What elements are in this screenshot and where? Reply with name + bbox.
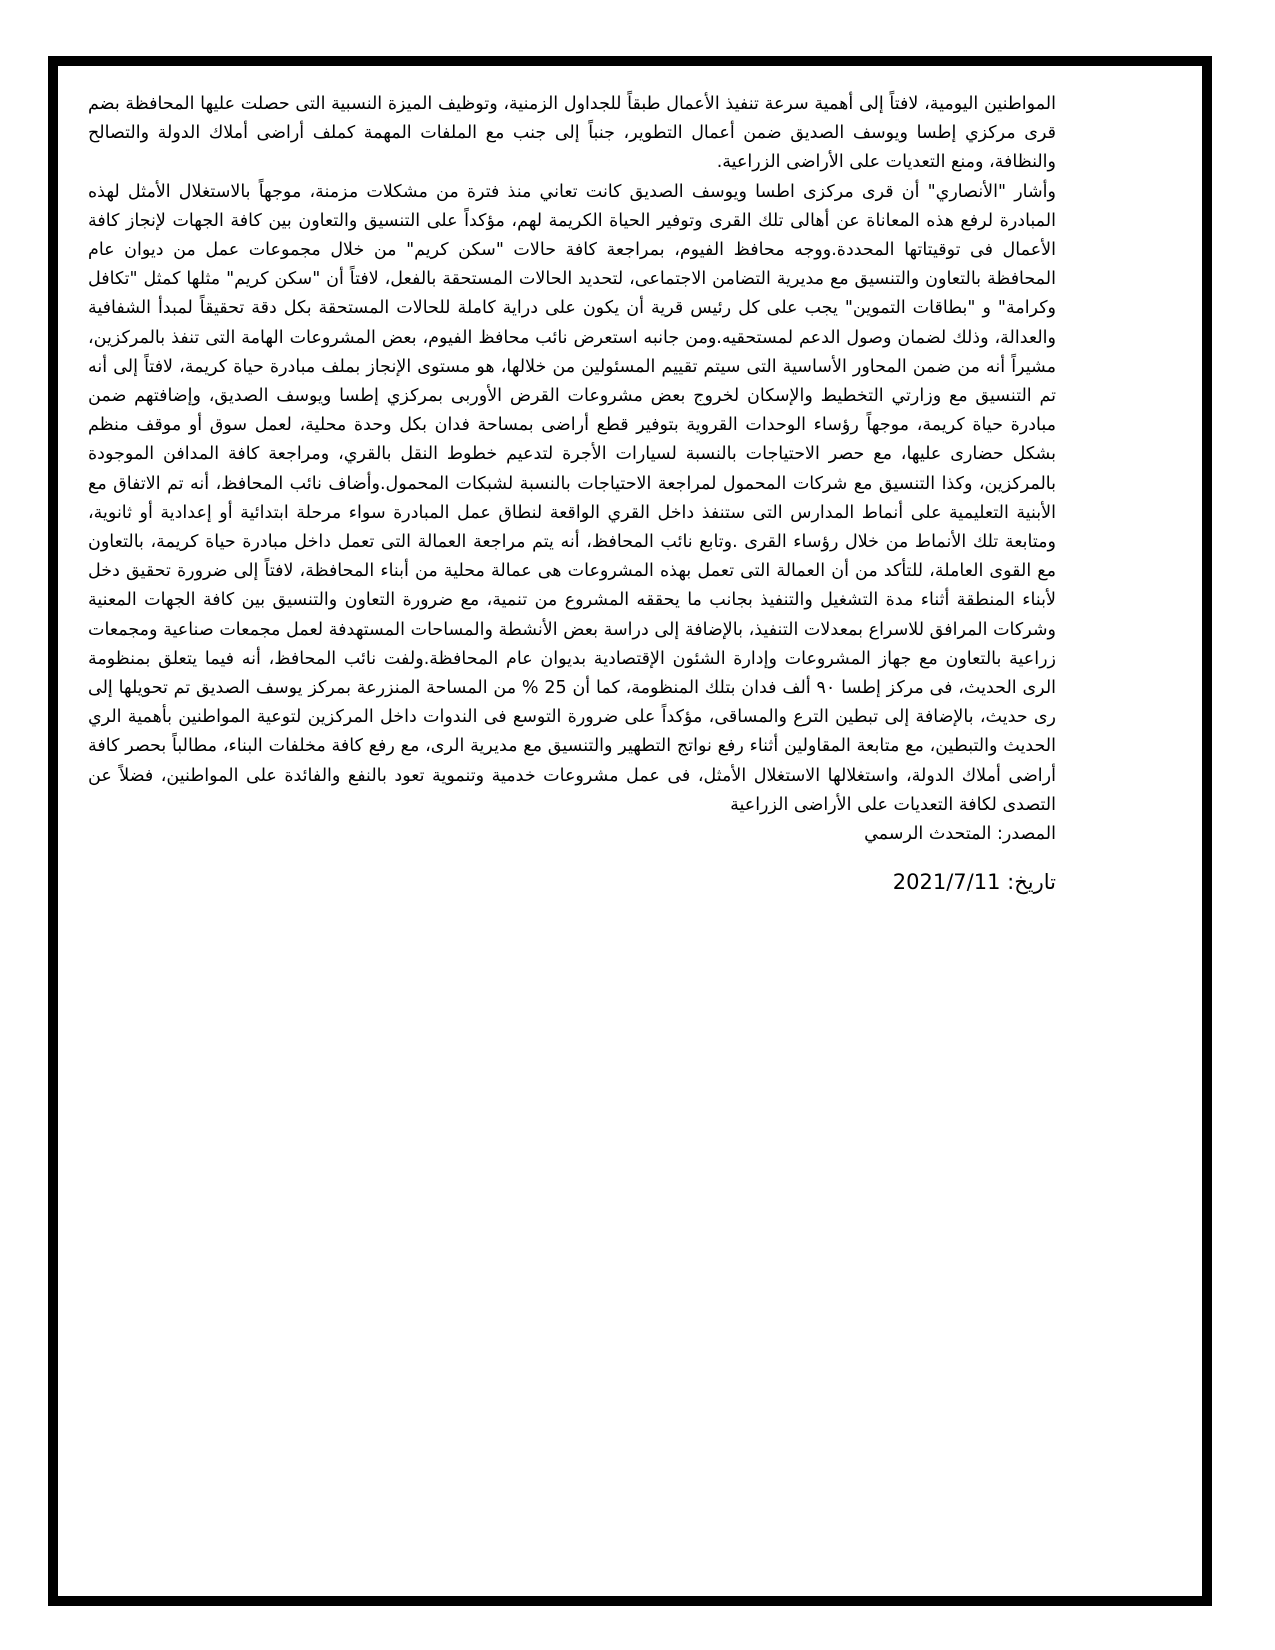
- article-paragraph-2: وأشار "الأنصاري" أن قرى مركزى اطسا ويوسف الصديق كانت تعاني منذ فترة من مشكلات مزمنة، موجهاً بالاستغلال الأمثل لهذه المبادرة لرفع هذه المعاناة عن أهالى تلك القرى وتوفير الحياة الكريمة لهم، مؤكداً على التنسيق والتعاون بين كافة الجهات لإنجاز كافة الأعمال فى توقيتاتها المحددة.ووجه محافظ الفيوم، بمراجعة كافة حالات "سكن كريم" من خلال مجموعات عمل من ديوان عام المحافظة بالتعاون والتنسيق مع مديرية التضامن الاجتماعى، لتحديد الحالات المستحقة بالفعل، لافتاً أن "سكن كريم" مثلها كمثل "تكافل وكرامة" و "بطاقات التموين" يجب على كل رئيس قرية أن يكون على دراية كاملة للحالات المستحقة بكل دقة تحقيقاً لمبدأ الشفافية والعدالة، وذلك لضمان وصول الدعم لمستحقيه.ومن جانبه استعرض نائب محافظ الفيوم، بعض المشروعات الهامة التى تنفذ بالمركزين، مشيراً أنه من ضمن المحاور الأساسية التى سيتم تقييم المسئولين من خلالها، هو مستوى الإنجاز بملف مبادرة حياة كريمة، لافتاً إلى أنه تم التنسيق مع وزارتي التخطيط والإسكان لخروج بعض مشروعات القرض الأوربى بمركزي إطسا ويوسف الصديق، وإضافتهم ضمن مبادرة حياة كريمة، موجهاً رؤساء الوحدات القروية بتوفير قطع أراضى بمساحة فدان بكل وحدة محلية، لعمل سوق أو موقف منظم بشكل حضارى عليها، مع حصر الاحتياجات بالنسبة لسيارات الأجرة لتدعيم خطوط النقل بالقري، ومراجعة كافة المدافن الموجودة بالمركزين، وكذا التنسيق مع شركات المحمول لمراجعة الاحتياجات بالنسبة لشبكات المحمول.وأضاف نائب المحافظ، أنه تم الاتفاق مع الأبنية التعليمية على أنماط المدارس التى ستنفذ داخل القري الواقعة لنطاق عمل المبادرة سواء مرحلة ابتدائية أو إعدادية أو ثانوية، ومتابعة تلك الأنماط من خلال رؤساء القرى .وتابع نائب المحافظ، أنه يتم مراجعة العمالة التى تعمل داخل مبادرة حياة كريمة، بالتعاون مع القوى العاملة، للتأكد من أن العمالة التى تعمل بهذه المشروعات هى عمالة محلية من أبناء المحافظة، لافتاً إلى ضرورة تحقيق دخل لأبناء المنطقة أثناء مدة التشغيل والتنفيذ بجانب ما يحققه المشروع من تنمية، مع ضرورة التعاون والتنسيق بين كافة الجهات المعنية وشركات المرافق للاسراع بمعدلات التنفيذ، بالإضافة إلى دراسة بعض الأنشطة والمساحات المستهدفة لعمل مجمعات صناعية ومجمعات زراعية بالتعاون مع جهاز المشروعات وإدارة الشئون الإقتصادية بديوان عام المحافظة.ولفت نائب المحافظ، أنه فيما يتعلق بمنظومة الرى الحديث، فى مركز إطسا ٩٠ ألف فدان بتلك المنظومة، كما أن 25 % من المساحة المنزرعة بمركز يوسف الصديق تم تحويلها إلى رى حديث، بالإضافة إلى تبطين الترع والمساقى، مؤكداً على ضرورة التوسع فى الندوات داخل المركزين لتوعية المواطنين بأهمية الري الحديث والتبطين، مع متابعة المقاولين أثناء رفع نواتج التطهير والتنسيق مع مديرية الرى، مع رفع كافة مخلفات البناء، مطالباً بحصر كافة أراضى أملاك الدولة، واستغلالها الاستغلال الأمثل، فى عمل مشروعات خدمية وتنموية تعود بالنفع والفائدة على المواطنين، فضلاً عن التصدى لكافة التعديات على الأراضى الزراعية: [88, 181, 1057, 815]
- article-paragraph-1: المواطنين اليومية، لافتاً إلى أهمية سرعة تنفيذ الأعمال طبقاً للجداول الزمنية، وتوظيف الميزة النسبية التى حصلت عليها المحافظة بضم قرى مركزي إطسا ويوسف الصديق ضمن أعمال التطوير، جنباً إلى جنب مع الملفات المهمة كملف أراضى أملاك الدولة والتصالح والنظافة، ومنع التعديات على الأراضى الزراعية.: [88, 94, 1056, 173]
- article-body: [88, 90, 1056, 897]
- article-date: تاريخ: 2021/7/11: [892, 870, 1056, 895]
- article-source: المصدر: المتحدث الرسمي: [864, 824, 1056, 845]
